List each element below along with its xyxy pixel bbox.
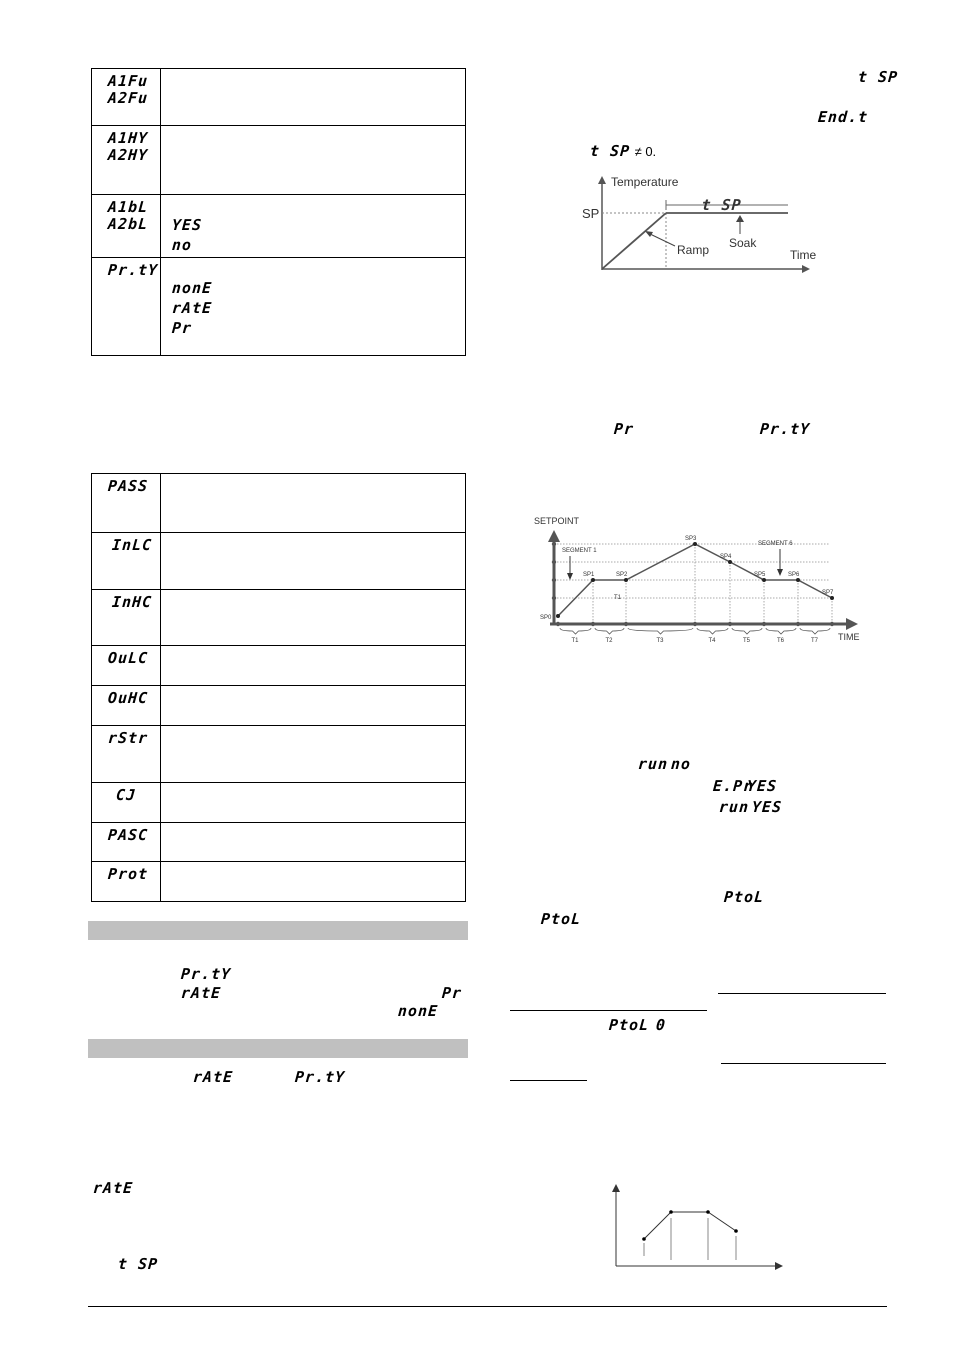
setpoint-label-sp0: SP0 [540,615,552,621]
param-cell [92,862,161,902]
setpoint-label-sp6: SP6 [788,572,800,578]
interval-label-t7: T7 [811,638,819,644]
option-rate: rAtE [171,299,213,317]
param-cell [92,646,161,686]
param-oulc: OuLC [107,649,149,667]
inline-pr: Pr [441,984,463,1002]
param-a1hy: A1HY [107,129,149,147]
y-tick [552,596,556,600]
inline-ptol: PtoL [540,910,582,928]
param-a2hy: A2HY [107,146,149,164]
inline-rate: rAtE [192,1068,234,1086]
param-cj: CJ [115,786,137,804]
inline-tsp: t SP [857,68,899,86]
param-cell [92,590,161,646]
description-cell [161,823,466,862]
underline [510,1080,587,1081]
underline [718,993,886,994]
inline-prty: Pr.tY [759,420,811,438]
option-no: no [171,236,193,254]
description-cell [161,69,466,126]
alarm-parameter-table [91,68,466,356]
interval-braces [560,628,830,644]
inline-pr: Pr [613,420,635,438]
profile-point [734,1229,738,1233]
param-prty: Pr.tY [107,261,159,279]
inline-yes: YES [746,777,778,795]
inline-tsp: t SP [589,142,631,160]
y-axis-label: SETPOINT [534,516,580,526]
config-parameter-table [91,473,466,902]
interval-brace-t6 [766,628,796,634]
param-prot: Prot [107,865,149,883]
x-tick [796,622,800,626]
description-cell [161,726,466,783]
ramp-pointer-arrow [645,231,653,237]
param-pass: PASS [107,477,149,495]
inline-t1-label: T1 [614,595,622,601]
footer-rule [88,1306,887,1307]
inline-prty: Pr.tY [180,965,232,983]
x-tick [556,622,560,626]
inline-none: nonE [397,1002,439,1020]
param-cell [92,69,161,126]
not-equal-zero: ≠ 0. [634,144,657,159]
param-rstr: rStr [107,729,149,747]
inline-rate: rAtE [180,984,222,1002]
description-cell [161,258,466,356]
param-a2fu: A2Fu [107,89,149,107]
guide-lines [552,542,834,626]
segment6-pointer-arrow [777,569,783,576]
description-cell [161,783,466,823]
x-axis-label: Time [790,248,817,262]
y-axis-label: Temperature [611,175,679,189]
x-axis-arrow [775,1262,783,1270]
sp-label: SP [582,206,600,221]
interval-label-t6: T6 [777,638,785,644]
interval-brace-t5 [732,628,762,634]
option-pr: Pr [171,319,193,337]
inline-zero: 0 [655,1016,667,1034]
ramp-label: Ramp [677,243,710,257]
setpoint-sp5 [762,578,766,582]
interval-label-t1: T1 [571,638,579,644]
section-heading-bar [88,921,468,940]
x-axis-arrow [802,265,810,273]
param-ouhc: OuHC [107,689,149,707]
inline-ptol: PtoL [723,888,765,906]
inline-yes: YES [751,798,783,816]
tolerance-sketch [600,1180,790,1272]
inline-rate: rAtE [92,1179,134,1197]
setpoint-label-sp7: SP7 [822,590,834,596]
y-axis-arrow [612,1184,620,1192]
inline-prty: Pr.tY [294,1068,346,1086]
x-axis-arrow [846,618,858,630]
program-profile-diagram [530,510,870,650]
inline-ptol: PtoL [608,1016,650,1034]
segment6-label: SEGMENT 6 [758,541,793,547]
segment1-label: SEGMENT 1 [562,548,597,554]
y-tick [552,560,556,564]
profile-point [642,1237,646,1241]
param-cell [92,474,161,533]
tsp-nonzero-note [590,142,656,161]
x-tick [591,622,595,626]
segment1-pointer-arrow [567,573,573,580]
y-tick [552,578,556,582]
interval-label-t4: T4 [708,638,716,644]
description-cell [161,646,466,686]
option-yes: YES [171,216,203,234]
param-cell [92,533,161,590]
setpoint-label-sp3: SP3 [685,536,697,542]
inline-endt: End.t [817,108,869,126]
y-tick [552,542,556,546]
setpoint-sp6 [796,578,800,582]
param-a1fu: A1Fu [107,72,149,90]
ramp-soak-diagram [578,170,818,280]
inline-run: run [637,755,669,773]
x-tick [728,622,732,626]
setpoint-sp2 [624,578,628,582]
y-axis-arrow [548,530,560,542]
inline-epr: E.Pr [712,777,754,795]
profile-line [644,1212,736,1239]
setpoint-sp4 [728,560,732,564]
underline [510,1010,707,1011]
param-a2bl: A2bL [107,215,149,233]
ramp-line [602,213,666,269]
inline-tsp: t SP [117,1255,159,1273]
param-cell [92,783,161,823]
ramp-pointer [648,233,675,246]
interval-label-t2: T2 [605,638,613,644]
option-none: nonE [171,279,213,297]
underline [721,1063,886,1064]
description-cell [161,126,466,195]
param-inlc: InLC [111,536,153,554]
setpoint-sp7 [830,596,834,600]
param-inhc: InHC [111,593,153,611]
interval-brace-t1 [560,628,591,634]
interval-brace-t2 [595,628,624,634]
description-cell [161,195,466,258]
inline-no: no [670,755,692,773]
setpoint-label-sp5: SP5 [754,572,766,578]
setpoint-label-sp2: SP2 [616,572,628,578]
setpoint-sp0 [556,614,560,618]
profile-point [706,1210,710,1214]
inline-run: run [718,798,750,816]
param-cell [92,126,161,195]
setpoint-sp1 [591,578,595,582]
description-cell [161,474,466,533]
soak-pointer-arrow [736,215,744,222]
interval-label-t5: T5 [743,638,751,644]
soak-label: Soak [729,236,757,250]
description-cell [161,862,466,902]
y-axis-arrow [598,176,606,184]
section-heading-bar [88,1039,468,1058]
description-cell [161,590,466,646]
param-pasc: PASC [107,826,149,844]
x-tick [693,622,697,626]
interval-brace-t7 [800,628,830,634]
interval-label-t3: T3 [656,638,664,644]
tsp-label: t SP [700,196,743,214]
interval-brace-t3 [628,628,693,634]
param-cell [92,195,161,258]
x-tick [762,622,766,626]
param-cell [92,258,161,356]
profile-point [669,1210,673,1214]
setpoint-sp3 [693,542,697,546]
interval-brace-t4 [697,628,728,634]
param-cell [92,726,161,783]
description-cell [161,533,466,590]
param-a1bl: A1bL [107,198,149,216]
x-tick [830,622,834,626]
param-cell [92,686,161,726]
x-axis-label: TIME [838,632,860,642]
param-cell [92,823,161,862]
setpoint-label-sp4: SP4 [720,554,732,560]
setpoint-label-sp1: SP1 [583,572,595,578]
x-tick [624,622,628,626]
description-cell [161,686,466,726]
